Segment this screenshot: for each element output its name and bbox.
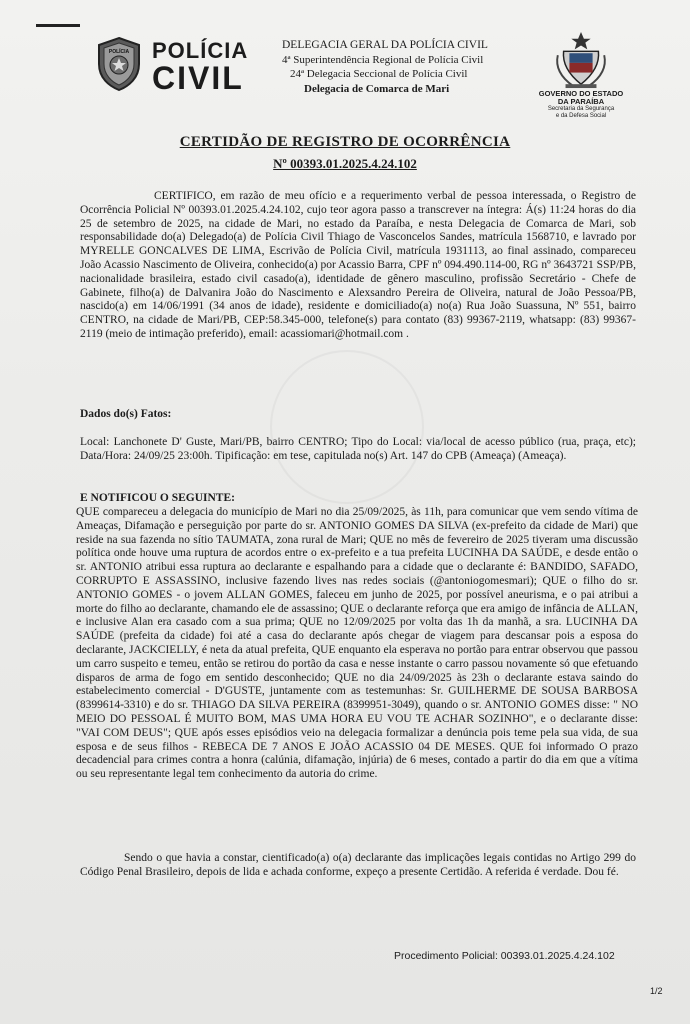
page-number: 1/2	[650, 986, 663, 996]
faint-watermark-seal	[270, 350, 424, 504]
facts-paragraph: Local: Lanchonete D' Guste, Mari/PB, bairro CENTRO; Tipo do Local: via/local de acesso público (rua, praça, etc); Data/Hora: 24/09/25 23:00h. Tipificação: em tese, capitulada no(s) Art. 147 do CPB (Ameaça) (Ameaça).	[80, 436, 636, 462]
logo-text-policia: POLÍCIA	[152, 38, 249, 63]
procedure-number-footer: Procedimento Policial: 00393.01.2025.4.24.102	[394, 950, 615, 962]
paraiba-coat-of-arms-icon	[552, 30, 610, 90]
government-line-1: GOVERNO DO ESTADO	[538, 89, 624, 98]
government-crest	[536, 30, 626, 134]
police-badge-icon	[94, 36, 144, 92]
agency-line-2: 4ª Superintendência Regional de Polícia Civil	[282, 53, 484, 66]
document-number: Nº 00393.01.2025.4.24.102	[273, 156, 417, 171]
logo-text-civil: CIVIL	[152, 60, 244, 96]
notified-heading: E NOTIFICOU O SEGUINTE:	[80, 492, 235, 504]
certification-intro-paragraph: CERTIFICO, em razão de meu ofício e a requerimento verbal de pessoa interessada, o Registro de Ocorrência Policial Nº 00393.01.2025.4.24.102, cujo teor agora passo a transcrever na íntegra: Á(s) 11:24 horas do dia 25 de setembro de 2025, na cidade de Mari, no estado da Paraíba, e nesta Delegacia de Comarca de Mari, sob responsabilidade do(a) Delegado(a) de Polícia Civil Thiago de Vasconcelos Sandes, matrícula 1568710, e lavrado por MYRELLE GONCALVES DE LIMA, Escrivão de Polícia Civil, matrícula 1931113, ao final assinado, compareceu João Acassio Nascimento de Oliveira, conhecido(a) por Acassio Barra, CPF nº 094.490.114-00, RG nº 3643721 SSP/PB, nacionalidade brasileira, estado civil casado(a), identidade de gênero masculino, profissão Secretário - Chefe de Gabinete, filho(a) de Dalvanira João do Nascimento e Alexsandro Pereira de Oliveira, natural de João Pessoa/PB, nascido(a) em 14/06/1991 (34 anos de idade), residente e domiciliado(a) no(a) Rua João Suassuna, Nº 551, bairro CENTRO, na cidade de Mari/PB, CEP:58.345-000, telefone(s) para contato (83) 99367-2119, whatsapp: (83) 99367-2119 (meio de intimação preferido), email: acassiomari@hotmail.com .	[80, 190, 636, 340]
government-line-3: Secretaria da Segurança	[547, 106, 615, 112]
policia-civil-logo	[94, 36, 249, 98]
closing-paragraph: Sendo o que havia a constar, cientificado(a) o(a) declarante das implicações legais contidas no Artigo 299 do Código Penal Brasileiro, depois de lida e achada conforme, expeço a presente Certidão. A referida é verdade. Dou fé.	[80, 852, 636, 878]
top-margin-dash	[36, 24, 80, 27]
badge-text: POLÍCIA	[108, 49, 130, 55]
document-title: CERTIDÃO DE REGISTRO DE OCORRÊNCIA	[179, 134, 511, 150]
government-line-4: e da Defesa Social	[555, 113, 607, 119]
agency-line-1: DELEGACIA GERAL DA POLÍCIA CIVIL	[282, 39, 488, 51]
agency-header	[282, 38, 522, 96]
statement-paragraph: QUE compareceu a delegacia do município de Mari no dia 25/09/2025, às 11h, para comunicar que vem sendo vítima de Ameaças, Difamação e perseguição por parte do sr. ANTONIO GOMES DA SILVA (ex-prefeito da cidade de Mari) que reside na sua fazenda no sítio TAUMATA, zona rural de Mari; QUE no mês de fevereiro de 2025 tiveram uma discussão política onde houve uma ruptura de acordos entre o ex-prefeito e a tua prefeita LUCINHA DA SAÚDE, e desde então o sr. ANTONIO atribui essa ruptura ao declarante e espalhando para a cidade que o declarante é: BANDIDO, SAFADO, CORRUPTO E ASSASSINO, inclusive fazendo lives nas redes sociais (@antoniogomesmari); QUE o filho do sr. ANTONIO GOMES - o jovem ALLAN GOMES, faleceu em junho de 2025, por possível aneurisma, e o pai atribui a morte do filho ao declarante, chamando ele de assassino; QUE o declarante reforça que era amigo de infância de ALLAN, e inclusive Alan era casado com a sua prima; QUE no 12/09/2025 por volta das 1h da manhã, a sra. LUCINHA DA SAÚDE (prefeita da cidade) foi até a casa do declarante após chegar de viagem para descansar pois a esposa do declarante, JACKCIELLY, é neta da atual prefeita, QUE enquanto ela esperava no portão para entrar observou que passou um carro suspeito e temeu, então se retirou do portão da casa e nesse instante o carro passou novamente só que efetuando disparos de arma de fogo em sentido desconhecido; QUE no dia 24/09/2025 às 23h o declarante estava saindo do estabelecimento comercial - D'GUSTE, juntamente com as testemunhas: Sr. GUILHERME DE SOUSA BARBOSA (8399614-3310) e do sr. THIAGO DA SILVA PEREIRA (8399951-3049), quando o sr. ANTONIO GOMES disse: " NO MEIO DO PESSOAL É MUITO BOM, MAS UMA HORA EU VOU TE ACHAR SOZINHO", e o declarante disse: "VAI COM DEUS"; QUE após esses episódios veio na delegacia formalizar a denúncia pois teme pela sua vida, de sua esposa e de seus filhos - REBECA DE 7 ANOS E JOÃO ACASSIO 04 DE MESES. QUE foi informado O prazo decadencial para crimes contra a honra (calúnia, difamação, injúria) de 6 meses, contado a partir do dia em que a vítima ou seu representante legal tem conhecimento da autoria do crime.	[76, 506, 638, 781]
government-line-2: DA PARAÍBA	[557, 97, 605, 106]
agency-line-4: Delegacia de Comarca de Mari	[304, 82, 450, 95]
agency-line-3: 24ª Delegacia Seccional de Polícia Civil	[290, 68, 468, 80]
facts-heading: Dados do(s) Fatos:	[80, 408, 172, 420]
